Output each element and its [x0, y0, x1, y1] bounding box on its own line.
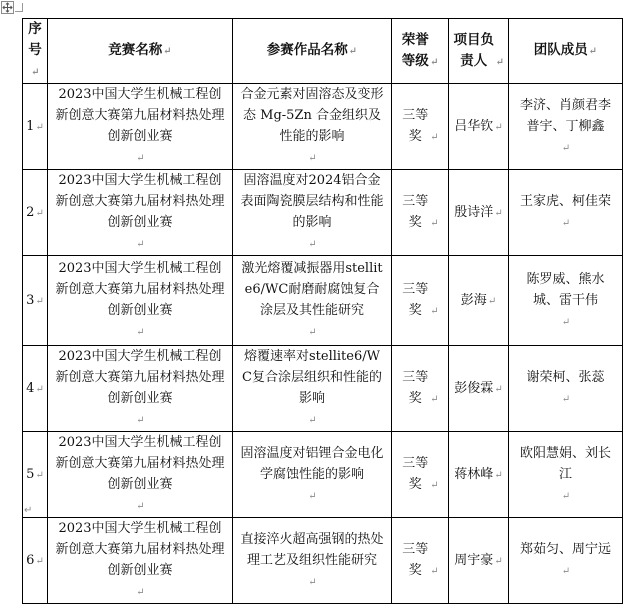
- cell-competition[interactable]: [48, 346, 233, 432]
- paragraph-mark: ↵: [136, 501, 145, 512]
- paragraph-mark: ↵: [561, 490, 571, 502]
- cell-award[interactable]: [392, 518, 449, 604]
- team-members: 欧阳慧娟、刘长江: [519, 445, 611, 482]
- cell-award[interactable]: [392, 84, 449, 170]
- paragraph-mark: ↵: [561, 218, 571, 229]
- paragraph-mark: ↵: [136, 587, 145, 598]
- row-index: 1: [26, 118, 35, 134]
- cell-award[interactable]: [392, 346, 449, 432]
- table-header-row: [23, 19, 623, 84]
- paragraph-mark: ↵: [308, 490, 317, 502]
- cell-members[interactable]: [509, 170, 623, 256]
- cell-work[interactable]: [233, 256, 392, 346]
- row-index: 4: [26, 380, 35, 396]
- competition-name: 2023中国大学生机械工程创新创意大赛第九届材料热处理创新创业赛: [55, 435, 225, 492]
- paragraph-mark: ↵: [308, 576, 317, 588]
- cell-leader[interactable]: [449, 84, 509, 170]
- paragraph-mark: ↵: [35, 207, 44, 219]
- cell-work[interactable]: [233, 518, 392, 604]
- cell-index[interactable]: [23, 518, 48, 604]
- project-leader: 蒋林峰: [454, 466, 494, 482]
- cell-competition[interactable]: [48, 84, 233, 170]
- award-level: 三等奖: [402, 542, 429, 578]
- header-index[interactable]: [23, 19, 48, 84]
- table-row: [23, 346, 623, 432]
- cell-index[interactable]: [23, 256, 48, 346]
- paragraph-mark: ↵: [430, 394, 439, 405]
- row-index: 2: [26, 204, 35, 220]
- team-members: 郑茹匀、周宁远: [519, 542, 611, 557]
- cell-competition[interactable]: [48, 518, 233, 604]
- awards-table: [22, 18, 623, 604]
- team-members: 王家虎、柯佳荣: [519, 194, 611, 209]
- table-row: [23, 432, 623, 518]
- table-row: [23, 170, 623, 256]
- four-way-arrow-icon: [2, 2, 13, 13]
- paragraph-mark: ↵: [494, 555, 503, 567]
- header-leader-label: 项目负责人: [453, 31, 495, 69]
- project-leader: 周宇豪: [454, 552, 494, 568]
- paragraph-mark: ↵: [494, 383, 503, 395]
- competition-name: 2023中国大学生机械工程创新创意大赛第九届材料热处理创新创业赛: [55, 261, 225, 318]
- paragraph-mark: ↵: [308, 153, 317, 164]
- header-award[interactable]: [392, 19, 449, 84]
- cell-index[interactable]: [23, 170, 48, 256]
- project-leader: 殷诗洋: [454, 204, 494, 220]
- paragraph-mark: ↵: [430, 56, 439, 68]
- table-move-handle-icon[interactable]: [1, 1, 14, 14]
- cell-work[interactable]: [233, 346, 392, 432]
- paragraph-mark: ↵: [430, 306, 439, 317]
- paragraph-mark: ↵: [35, 295, 44, 307]
- project-leader: 吕华钦: [454, 118, 494, 134]
- paragraph-mark: ↵: [348, 46, 358, 57]
- competition-name: 2023中国大学生机械工程创新创意大赛第九届材料热处理创新创业赛: [55, 349, 225, 406]
- header-members-label: 团队成员: [533, 42, 588, 58]
- award-level: 三等奖: [402, 370, 429, 406]
- row-index: 3: [26, 292, 35, 308]
- paragraph-mark: ↵: [308, 415, 317, 426]
- header-award-label: 荣誉等级: [401, 31, 429, 69]
- header-competition-label: 竞赛名称: [108, 42, 163, 58]
- cell-award[interactable]: [392, 256, 449, 346]
- paragraph-mark: ↵: [494, 207, 503, 219]
- team-members: 陈罗威、熊水城、雷干伟: [526, 271, 605, 308]
- paragraph-mark: ↵: [35, 469, 44, 481]
- header-work[interactable]: [233, 19, 392, 84]
- cell-work[interactable]: [233, 170, 392, 256]
- table-row: [23, 84, 623, 170]
- cell-leader[interactable]: [449, 346, 509, 432]
- paragraph-mark: ↵: [35, 555, 44, 567]
- paragraph-mark: ↵: [136, 239, 145, 250]
- work-title: 合金元素对固溶态及变形态 Mg-5Zn 合金组织及性能的影响: [240, 87, 384, 144]
- cell-index[interactable]: [23, 84, 48, 170]
- work-title: 熔覆速率对stellite6/WC复合涂层组织和性能的影响: [242, 349, 382, 406]
- project-leader: 彭海: [460, 292, 487, 308]
- award-level: 三等奖: [402, 456, 429, 492]
- cell-competition[interactable]: [48, 432, 233, 518]
- cell-work[interactable]: [233, 84, 392, 170]
- cell-members[interactable]: [509, 256, 623, 346]
- table-row: [23, 518, 623, 604]
- text-boundary-corner-mark: [15, 3, 23, 12]
- award-level: 三等奖: [402, 282, 429, 318]
- cell-work[interactable]: [233, 432, 392, 518]
- work-title: 固溶温度对铝锂合金电化学腐蚀性能的影响: [240, 445, 384, 482]
- paragraph-mark: ↵: [31, 67, 40, 78]
- cell-competition[interactable]: [48, 256, 233, 346]
- paragraph-mark: ↵: [430, 218, 439, 229]
- paragraph-mark: ↵: [561, 566, 571, 577]
- cell-members[interactable]: [509, 518, 623, 604]
- header-leader[interactable]: [449, 19, 509, 84]
- award-level: 三等奖: [402, 108, 429, 144]
- row-index: 6: [26, 552, 35, 568]
- paragraph-mark: ↵: [561, 142, 571, 154]
- paragraph-mark: ↵: [430, 132, 439, 143]
- paragraph-mark: ↵: [494, 121, 503, 133]
- paragraph-mark: ↵: [430, 566, 439, 577]
- paragraph-mark: ↵: [136, 153, 145, 164]
- work-title: 激光熔覆减振器用stellite6/WC耐磨耐腐蚀复合涂层及其性能研究: [241, 261, 383, 318]
- paragraph-mark: ↵: [561, 394, 571, 405]
- competition-name: 2023中国大学生机械工程创新创意大赛第九届材料热处理创新创业赛: [55, 173, 225, 230]
- header-members[interactable]: [509, 19, 623, 84]
- paragraph-mark: ↵: [308, 239, 317, 250]
- award-level: 三等奖: [402, 194, 429, 230]
- paragraph-mark: ↵: [163, 46, 172, 57]
- paragraph-mark: ↵: [494, 469, 503, 481]
- cell-index[interactable]: [23, 346, 48, 432]
- cell-leader[interactable]: [449, 432, 509, 518]
- work-title: 直接淬火超高强钢的热处理工艺及组织性能研究: [240, 531, 384, 568]
- paragraph-mark: ↵: [35, 121, 44, 133]
- cell-members[interactable]: [509, 346, 623, 432]
- document-end-paragraph-mark: ↵: [24, 505, 33, 516]
- paragraph-mark: ↵: [430, 480, 439, 491]
- row-index: 5: [26, 466, 35, 482]
- paragraph-mark: ↵: [35, 383, 44, 395]
- paragraph-mark: ↵: [495, 56, 505, 68]
- paragraph-mark: ↵: [561, 316, 571, 328]
- paragraph-mark: ↵: [308, 327, 317, 338]
- header-index-label: 序号: [28, 21, 42, 58]
- cell-competition[interactable]: [48, 170, 233, 256]
- header-competition[interactable]: [48, 19, 233, 84]
- competition-name: 2023中国大学生机械工程创新创意大赛第九届材料热处理创新创业赛: [55, 87, 225, 144]
- competition-name: 2023中国大学生机械工程创新创意大赛第九届材料热处理创新创业赛: [55, 521, 225, 578]
- paragraph-mark: ↵: [487, 295, 497, 307]
- cell-award[interactable]: [392, 432, 449, 518]
- header-work-label: 参赛作品名称: [266, 42, 348, 58]
- cell-leader[interactable]: [449, 518, 509, 604]
- cell-leader[interactable]: [449, 256, 509, 346]
- team-members: 谢荣柯、张蕊: [526, 370, 605, 385]
- paragraph-mark: ↵: [588, 46, 598, 57]
- paragraph-mark: ↵: [136, 327, 145, 338]
- cell-award[interactable]: [392, 170, 449, 256]
- project-leader: 彭俊霖: [454, 380, 494, 396]
- cell-leader[interactable]: [449, 170, 509, 256]
- cell-members[interactable]: [509, 84, 623, 170]
- team-members: 李济、肖颜君李普宇、丁柳鑫: [519, 97, 611, 134]
- paragraph-mark: ↵: [136, 415, 145, 426]
- work-title: 固溶温度对2024铝合金表面陶瓷膜层结构和性能的影响: [240, 173, 384, 230]
- table-row: [23, 256, 623, 346]
- cell-members[interactable]: [509, 432, 623, 518]
